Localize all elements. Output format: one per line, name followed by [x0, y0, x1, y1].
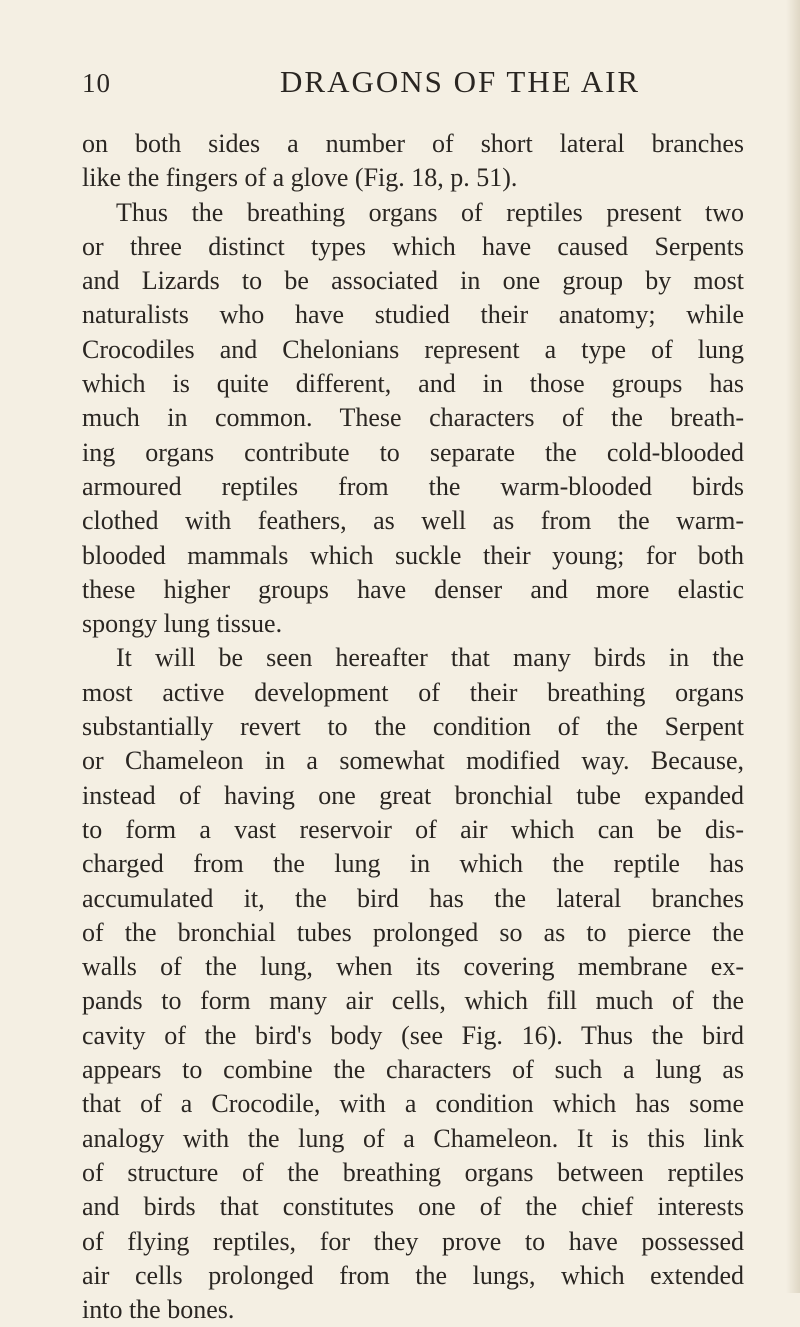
text-line: which is quite different, and in those groups has	[82, 369, 744, 399]
text-line: analogy with the lung of a Chameleon. It is this link	[82, 1123, 744, 1153]
text-line: spongy lung tissue.	[82, 609, 283, 639]
text-line: pands to form many air cells, which fill much of the	[82, 986, 744, 1016]
text-line: that of a Crocodile, with a condition which has some	[82, 1089, 744, 1119]
text-line: into the bones.	[82, 1295, 235, 1325]
text-line: these higher groups have denser and more elastic	[82, 574, 744, 604]
text-line: naturalists who have studied their anatomy; while	[82, 300, 744, 330]
text-line: Thus the breathing organs of reptiles present two	[116, 197, 744, 227]
page-edge-shadow	[786, 0, 800, 1293]
text-line: air cells prolonged from the lungs, which extended	[82, 1260, 744, 1290]
text-line: armoured reptiles from the warm-blooded birds	[82, 471, 744, 501]
body-text	[82, 127, 744, 1327]
text-line: of structure of the breathing organs between reptiles	[82, 1157, 744, 1187]
text-line: blooded mammals which suckle their young; for both	[82, 540, 744, 570]
text-line: like the fingers of a glove (Fig. 18, p. 51).	[82, 163, 518, 193]
text-line: instead of having one great bronchial tube expanded	[82, 780, 744, 810]
text-line: much in common. These characters of the breath-	[82, 403, 744, 433]
text-line: clothed with feathers, as well as from the warm-	[82, 506, 744, 536]
text-line: cavity of the bird's body (see Fig. 16). Thus the bird	[82, 1020, 744, 1050]
text-line: walls of the lung, when its covering membrane ex-	[82, 952, 744, 982]
page-number: 10	[82, 68, 111, 98]
text-line: of flying reptiles, for they prove to have possessed	[82, 1226, 744, 1256]
text-line: and birds that constitutes one of the chief interests	[82, 1192, 744, 1222]
text-line: It will be seen hereafter that many birds in the	[116, 643, 744, 673]
text-line: or three distinct types which have caused Serpents	[82, 231, 744, 261]
text-line: and Lizards to be associated in one group by most	[82, 266, 744, 296]
text-line: on both sides a number of short lateral branches	[82, 129, 744, 158]
text-line: most active development of their breathing organs	[82, 677, 744, 707]
text-line: of the bronchial tubes prolonged so as to pierce the	[82, 917, 744, 947]
running-title: DRAGONS OF THE AIR	[280, 64, 641, 99]
text-line: or Chameleon in a somewhat modified way. Because,	[82, 746, 744, 776]
text-line: Crocodiles and Chelonians represent a type of lung	[82, 334, 744, 364]
text-line: charged from the lung in which the reptile has	[82, 849, 744, 879]
running-head	[82, 64, 742, 108]
text-line: substantially revert to the condition of the Serpent	[82, 712, 744, 742]
text-line: appears to combine the characters of such a lung as	[82, 1055, 744, 1085]
text-line: accumulated it, the bird has the lateral branches	[82, 883, 744, 913]
text-line: to form a vast reservoir of air which can be dis-	[82, 814, 744, 844]
text-line: ing organs contribute to separate the cold-blooded	[82, 437, 744, 467]
